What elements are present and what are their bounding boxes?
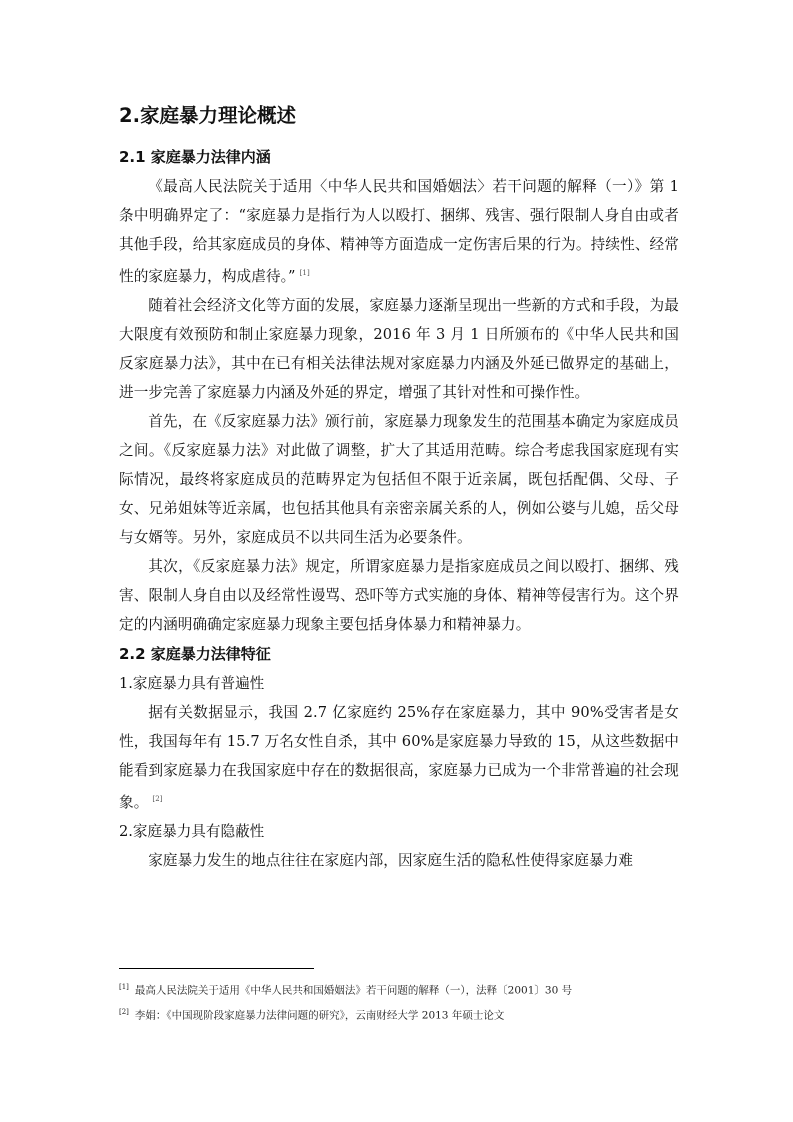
paragraph-development: 随着社会经济文化等方面的发展，家庭暴力逐渐呈现出一些新的方式和手段，为最大限度有效预防和制止家庭暴力现象，2016 年 3 月 1 日所颁布的《中华人民共和国反家庭暴力法》，其中在已有相关法律法规对家庭暴力内涵及外延已做界定的基础上，进一步完善了家庭暴力内涵及外延的界定，增强了其针对性和可操作性。 — [119, 296, 679, 401]
subsection-heading-2-2: 2.2 家庭暴力法律特征 — [119, 644, 271, 663]
footnote-mark: [1] — [119, 983, 129, 991]
section-title: 2.家庭暴力理论概述 — [119, 104, 296, 127]
paragraph-text: 《最高人民法院关于适用〈中华人民共和国婚姻法〉若干问题的解释（一）》第 1 条中明确界定了：“家庭暴力是指行为人以殴打、捆绑、残害、强行限制人身自由或者其他手段，给其家庭成员的身体、精神等方面造成一定伤害后果的行为。持续性、经常性的家庭暴力，构成虐待。” — [119, 178, 679, 285]
list-item-universality: 1.家庭暴力具有普遍性 — [119, 674, 265, 692]
paragraph-violence-definition: 其次，《反家庭暴力法》规定，所谓家庭暴力是指家庭成员之间以殴打、捆绑、残害、限制人身自由以及经常性谩骂、恐吓等方式实施的身体、精神等侵害行为。这个界定的内涵明确确定家庭暴力现象主要包括身体暴力和精神暴力。 — [119, 557, 679, 633]
paragraph-family-members: 首先，在《反家庭暴力法》颁行前，家庭暴力现象发生的范围基本确定为家庭成员之间。《反家庭暴力法》对此做了调整，扩大了其适用范畴。综合考虑我国家庭现有实际情况，最终将家庭成员的范畴界定为包括但不限于近亲属，既包括配偶、父母、子女、兄弟姐妹等近亲属，也包括其他具有亲密亲属关系的人，例如公婆与儿媳，岳父母与女婿等。另外，家庭成员不以共同生活为必要条件。 — [119, 412, 679, 546]
page-body — [119, 100, 679, 875]
citation-ref-2[interactable]: [2] — [152, 794, 163, 803]
footnote-mark: [2] — [119, 1007, 129, 1016]
footnote-2 — [119, 1002, 679, 1027]
paragraph-statistics — [119, 698, 679, 817]
paragraph-concealment: 家庭暴力发生的地点往往在家庭内部，因家庭生活的隐私性使得家庭暴力难 — [148, 851, 634, 869]
paragraph-text: 据有关数据显示，我国 2.7 亿家庭约 25%存在家庭暴力，其中 90%受害者是女性，我国每年有 15.7 万名女性自杀，其中 60%是家庭暴力导致的 15，从这些数据中能看到家庭暴力在我国家庭中存在的数据很高，家庭暴力已成为一个非常普遍的社会现象。 — [119, 703, 679, 811]
list-item-concealment: 2.家庭暴力具有隐蔽性 — [119, 822, 265, 840]
footnote-text: 最高人民法院关于适用《中华人民共和国婚姻法》若干问题的解释（一），法释〔2001〕30 号 — [134, 984, 573, 997]
footnotes — [119, 968, 679, 1026]
footnote-1 — [119, 977, 679, 1002]
footnote-text: 李娟：《中国现阶段家庭暴力法律问题的研究》，云南财经大学 2013 年硕士论文 — [134, 1009, 505, 1021]
footnote-divider — [119, 968, 314, 969]
subsection-heading-2-1: 2.1 家庭暴力法律内涵 — [119, 148, 271, 166]
citation-ref-1[interactable]: [1] — [299, 269, 310, 277]
paragraph-definition — [119, 172, 679, 291]
